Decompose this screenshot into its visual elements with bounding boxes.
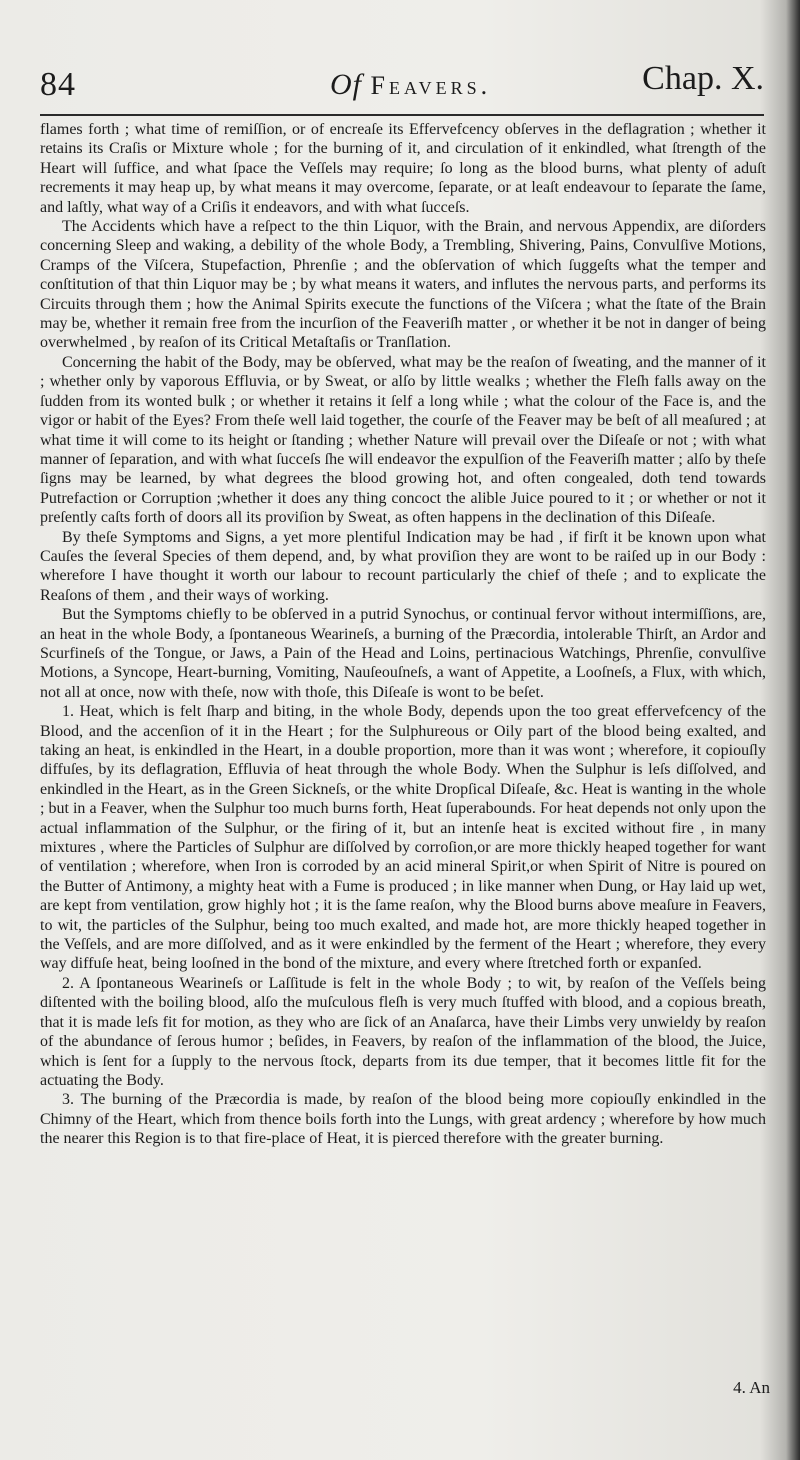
paragraph: But the Symptoms chiefly to be obſerved in a putrid Synochus, or continual fervor without intermiſſions, are, an heat in the whole Body, a ſpontaneous Wearineſs, a burning of the Præcordia, intolerable Thirſt, an Ardor and Scurfineſs of the Tongue, or Jaws, a Pain of the Head and Loins, pertinacious Watchings, Phrenſie, convulſive Motions, a Syncope, Heart-burning, Vomiting, Nauſeouſneſs, a want of Appetite, a Looſneſs, a Flux, with which, not all at once, now with theſe, now with thoſe, this Diſeaſe is wont to be beſet. xyxy=(40,606,766,701)
page-edge-shadow xyxy=(786,0,800,1460)
paragraph: 3. The burning of the Præcordia is made, by reaſon of the blood being more copiouſly enkindled in the Chimny of the Heart, which from thence boils forth into the Lungs, with great ardency ; wherefore by how much the nearer this Region is to that fire-place of Heat, it is pierced therefore with the greater burning. xyxy=(40,1091,766,1148)
running-title-prefix: Of xyxy=(330,68,362,101)
paragraph: The Accidents which have a reſpect to the thin Liquor, with the Brain, and nervous Appendix, are diſorders concerning Sleep and waking, a debility of the whole Body, a Trembling, Shivering, Pains, Convulſive Motions, Cramps of the Viſcera, Stupefaction, Phrenſie ; and the obſervation of which ſuggeſts what the temper and conſtitution of that thin Liquor may be ; by what means it waters, and influtes the nervous parts, and performs its Circuits through them ; how the Animal Spirits execute the functions of the Viſcera ; what the ſtate of the Brain may be, whether it remain free from the incurſion of the Feaveriſh matter , or whether it be not in danger of being overwhelmed , by reaſon of its Critical Metaſtaſis or Tranſlation. xyxy=(40,218,766,352)
paragraph: 2. A ſpontaneous Wearineſs or Laſſitude is felt in the whole Body ; to wit, by reaſon of the Veſſels being diſtented with the boiling blood, alſo the muſculous fleſh is very much ſtuffed with blood, and a copious breath, that it is made leſs fit for motion, as they who are ſick of an Anaſarca, have their Limbs very unwieldy by reaſon of the abundance of ſerous humor ; beſides, in Feavers, by reaſon of the inflammation of the blood, the Juice, which is ſent for a ſupply to the nervous ſtock, departs from its due temper, that it becomes little fit for the actuating the Body. xyxy=(40,974,766,1089)
paragraph: flames forth ; what time of remiſſion, or of encreaſe its Effervefcency obſerves in the deflagration ; whether it retains its Craſis or Mixture whole ; for the burning of it, and circulation of it enkindled, what ſtrength of the Heart will ſuffice, and what ſpace the Veſſels may require; ſo long as the blood burns, what plenty of aduſt recrements it may heap up, by what means it may overcome, ſeparate, or at leaſt endeavour to ſeparate the ſame, and laſtly, what way of a Criſis it endeavors, and with what ſucceſs. xyxy=(40,121,766,216)
page-number: 84 xyxy=(40,66,76,103)
paragraph: Concerning the habit of the Body, may be obſerved, what may be the reaſon of ſweating, and the manner of it ; whether only by vaporous Effluvia, or by Sweat, or alſo by little wealks ; whether the Fleſh falls away on the ſudden from its wonted bulk ; or whether it retains it ſelf a long while ; what the colour of the Face is, and the vigor or habit of the Eyes? From theſe well laid together, the courſe of the Feaver may be beſt of all meaſured ; at what time it will come to its height or ſtanding ; whether Nature will prevail over the Diſeaſe or not ; with what manner of ſeparation, and with what ſucceſs ſhe will endeavor the expulſion of the Feaveriſh matter ; alſo by theſe ſigns may be learned, by what degrees the blood growing hot, and often congealed, doth tend towards Putrefaction or Corruption ;whether it does any thing concoct the alible Juice poured to it ; or whether or not it preſently caſts forth of doors all its proviſion by Sweat, as often happens in the declination of this Diſeaſe. xyxy=(40,353,766,527)
running-title-main: Feavers. xyxy=(370,71,492,100)
body-text xyxy=(40,120,766,1149)
catchword: 4. An xyxy=(733,1378,770,1397)
header-rule xyxy=(40,114,764,116)
running-header xyxy=(40,60,764,118)
paragraph: By theſe Symptoms and Signs, a yet more plentiful Indication may be had , if firſt it be known upon what Cauſes the ſeveral Species of them depend, and, by what proviſion they are wont to be raiſed up in our Body : wherefore I have thought it worth our labour to recount particularly the chief of theſe ; and to explicate the Reaſons of them , and their ways of working. xyxy=(40,528,766,604)
chapter-label: Chap. X. xyxy=(642,60,764,97)
paragraph: 1. Heat, which is felt ſharp and biting, in the whole Body, depends upon the too great effervefcency of the Blood, and the accenſion of it in the Heart ; for the Sulphureous or Oily part of the blood being exalted, and taking an heat, is enkindled in the Heart, in a double proportion, more than it was wont ; wherefore, it copiouſly diffuſes, by its deflagration, Effluvia of heat through the whole Body. When the Sulphur is leſs diſſolved, and enkindled in the Heart, as in the Green Sickneſs, or the white Dropſical Diſeaſe, &c. Heat is wanting in the whole ; but in a Feaver, when the Sulphur too much burns forth, Heat ſuperabounds. For heat depends not only upon the actual inflammation of the Sulphur, or the firing of it, but an intenſe heat is excited without fire , in many mixtures , where the Particles of Sulphur are diſſolved by corroſion,or are more thickly heaped together for want of ventilation ; wherefore, when Iron is corroded by an acid mineral Spirit,or when Spirit of Nitre is poured on the Butter of Antimony, a mighty heat with a Fume is produced ; in like manner when Dung, or Hay laid up wet, are kept from ventilation, grow highly hot ; it is the ſame reaſon, why the Blood burns above meaſure in Feavers, to wit, the particles of the Sulphur, being too much exalted, and made hot, are more thickly heaped together in the Veſſels, and are more diſſolved, and as it were enkindled by the ferment of the Heart ; wherefore, they every way diffuſe heat, being looſned in the bond of the mixture, and every where ſtretched forth or expanſed. xyxy=(40,703,766,973)
running-title xyxy=(330,68,491,102)
